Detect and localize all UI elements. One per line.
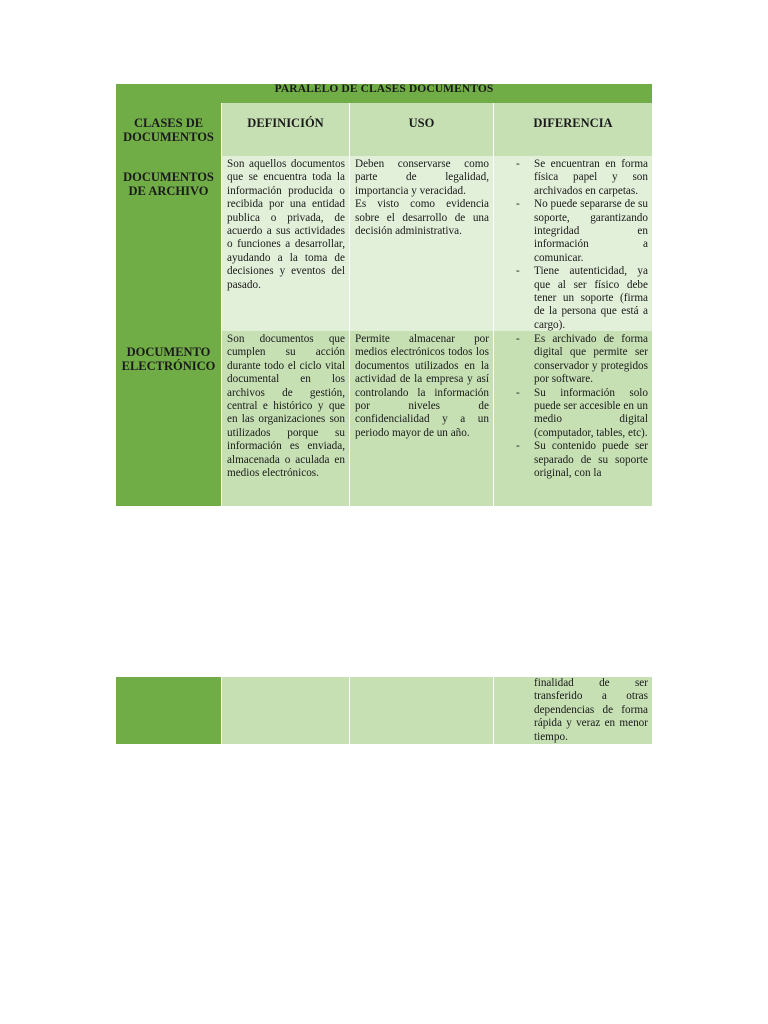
continuation-diferencia-cell [494,677,652,744]
list-item: - Su contenido puede ser separado de su soporte original, con la [494,440,648,480]
row-label-electronico: DOCUMENTO ELECTRÓNICO [116,331,222,506]
diferencia-continuation-text: finalidad de ser transferido a otras dependencias de forma rápida y veraz en menor tiempo. [534,677,648,743]
diferencia-electronico-list [494,331,652,480]
definicion-archivo [222,156,350,331]
uso-archivo-para-1: Deben conservarse como parte de legalidad, importancia y veracidad. [355,158,489,197]
row-label-archivo: DOCUMENTOS DE ARCHIVO [116,156,222,331]
continuation-uso-cell [350,677,494,744]
header-clases [116,103,222,156]
diferencia-archivo [494,156,652,331]
table-row [116,331,652,506]
diferencia-archivo-list [494,156,652,331]
list-item: - Es archivado de forma digital que permite ser conservador y protegidos por software. [494,333,648,387]
continuation-definicion-cell [222,677,350,744]
list-item: - Se encuentran en forma física papel y son archivados en carpetas. [494,158,648,198]
table-title: PARALELO DE CLASES DOCUMENTOS [116,84,652,103]
list-item: - Tiene autenticidad, ya que al ser físico debe tener un soporte (firma de la persona que está a cargo). [494,265,648,331]
diferencia-electronico [494,331,652,506]
table-row [116,156,652,331]
header-uso [350,103,494,156]
uso-electronico-para-1: Permite almacenar por medios electrónicos todos los documentos utilizados en la actividad de la empresa y así controlando la información por niveles de confidencialidad y a un periodo mayor de un año. [355,333,489,439]
uso-archivo-para-2: Es visto como evidencia sobre el desarrollo de una decisión administrativa. [355,198,489,238]
header-uso-label: USO [408,116,435,130]
table-header-row [116,103,652,156]
header-clases-label: CLASES DE DOCUMENTOS [123,116,214,144]
list-item: - Su información solo puede ser accesible en un medio digital (computador, tables, etc). [494,387,648,441]
definicion-archivo-text: Son aquellos documentos que se encuentra toda la información producida o recibida por una entidad publica o privada, de acuerdo a sus actividades o funciones a desarrollar, ayudando a la toma de decisiones y eventos del pasado. [227,158,345,291]
uso-archivo [350,156,494,331]
header-definicion-label: DEFINICIÓN [247,116,324,130]
header-definicion [222,103,350,156]
header-diferencia [494,103,652,156]
uso-electronico [350,331,494,506]
header-diferencia-label: DIFERENCIA [533,116,613,130]
continuation-label-cell [116,677,222,744]
definicion-electronico-text: Son documentos que cumplen su acción durante todo el ciclo vital documental en los archivos de gestión, central e histórico y que en las organizaciones son utilizados porque su información es enviada, almacenada o aculada en medios electrónicos. [227,333,345,480]
documents-comparison-table [116,84,652,506]
definicion-electronico [222,331,350,506]
list-item: - No puede separarse de su soporte, garantizando integridad en información a comunicar. [494,198,648,265]
table-row [116,677,652,744]
documents-table-continuation [116,677,652,744]
